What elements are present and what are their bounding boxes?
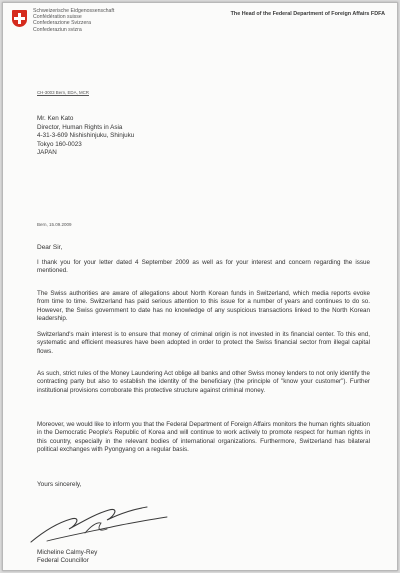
reference-line: CH-3003 Bern, EDA, MCR	[37, 90, 89, 95]
body-paragraph: I thank you for your letter dated 4 September 2009 as well as for your interest and concern regarding the issue mentioned.	[37, 259, 370, 275]
closing: Yours sincerely,	[37, 481, 82, 488]
confederation-line: Confédération suisse	[33, 14, 82, 21]
handwritten-signature	[27, 492, 177, 550]
addressee-line: 4-31-3-609 Nishishinjuku, Shinjuku	[37, 132, 135, 140]
letter-date: Bern, 15.09.2009	[37, 222, 72, 227]
body-paragraph: Moreover, we would like to inform you that the Federal Department of Foreign Affairs monitors the human rights situation in the Democratic People's Republic of Korea and will continue to work actively to promote respect for human rights in this country, especially in the relevant bodies of international organizations. Furthermore, Switzerland has bilateral political exchanges with Pyongyang on a regular basis.	[37, 421, 370, 453]
body-paragraph: As such, strict rules of the Money Laundering Act oblige all banks and other Swiss money lenders to not only identify the contracting party but also to establish the identity of the beneficiary (the principle of "know your customer"). Further institutional provisions corroborate this protective structure against criminal money.	[37, 370, 370, 394]
salutation: Dear Sir,	[37, 244, 63, 251]
department-head-title: The Head of the Federal Department of Foreign Affairs FDFA	[230, 11, 385, 17]
addressee-line: Director, Human Rights in Asia	[37, 123, 123, 131]
confederation-line: Confederaziun svizra	[33, 26, 82, 33]
addressee-line: Tokyo 160-0023	[37, 140, 82, 148]
addressee-line: JAPAN	[37, 149, 57, 157]
swiss-cross-icon	[12, 10, 27, 27]
addressee-line: Mr. Ken Kato	[37, 115, 74, 122]
signatory-name: Micheline Calmy-Rey	[37, 549, 98, 556]
letter-page	[2, 2, 398, 571]
body-paragraph: Switzerland's main interest is to ensure that money of criminal origin is not invested in its financial center. To this end, systematic and efficient measures have been adopted in order to protect the Swiss financial sector from illegal capital flows.	[37, 331, 370, 355]
signatory-block	[37, 549, 97, 565]
confederation-line: Schweizerische Eidgenossenschaft	[33, 8, 115, 14]
confederation-line: Confederazione Svizzera	[33, 20, 91, 27]
confederation-names	[33, 8, 114, 33]
body-paragraph: The Swiss authorities are aware of allegations about North Korean funds in Switzerland, which media reports evoke from time to time. Switzerland has paid serious attention to this issue for a number of years and continues to do so. However, the Swiss government to date has no knowledge of any suspicious transactions linked to the North Korean leadership.	[37, 290, 370, 322]
signatory-title: Federal Councillor	[37, 557, 89, 564]
addressee-block	[37, 115, 134, 158]
